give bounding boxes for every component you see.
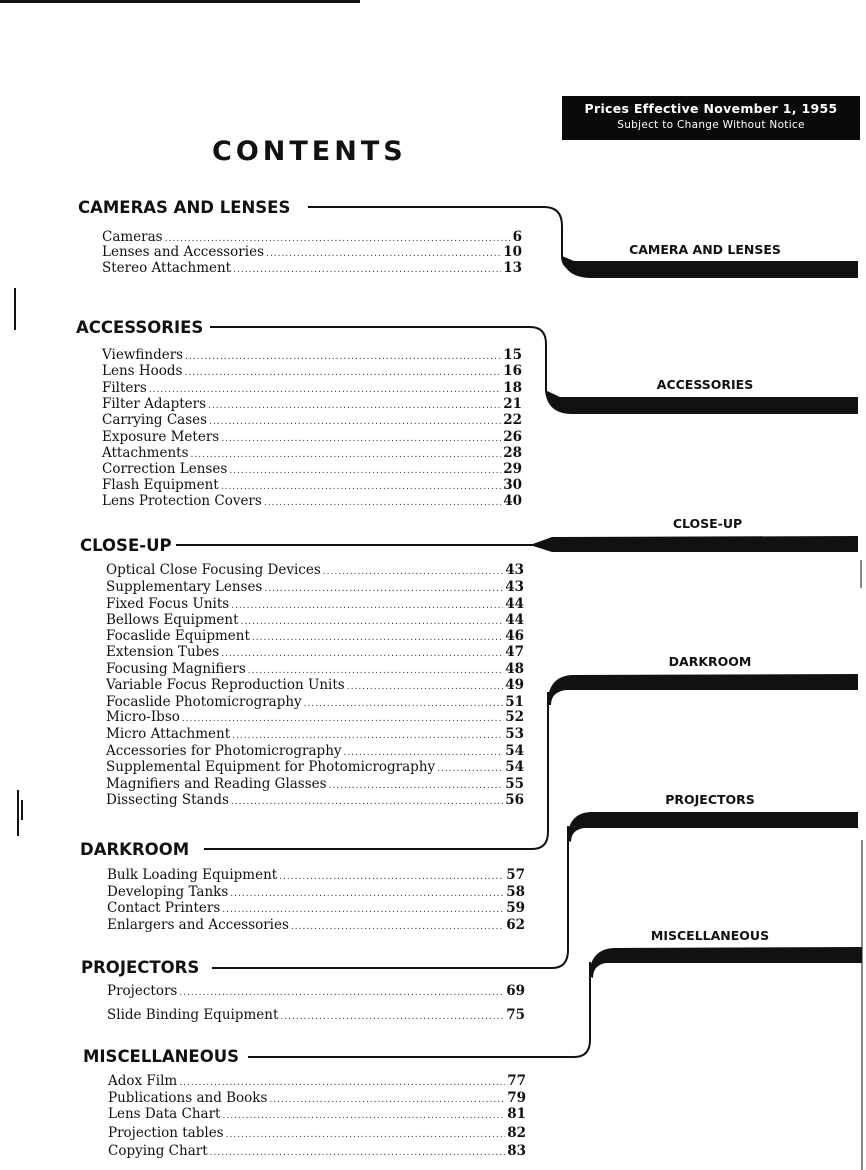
toc-entry-page: 54 xyxy=(505,759,524,775)
toc-entry-page: 55 xyxy=(505,776,524,792)
toc-entry-page: 46 xyxy=(505,628,524,644)
toc-entry-page: 81 xyxy=(507,1106,526,1122)
toc-entry-page: 26 xyxy=(503,429,522,445)
toc-entry[interactable] xyxy=(106,743,524,759)
toc-entry-label: Flash Equipment xyxy=(102,477,219,493)
dot-leader xyxy=(233,262,501,278)
toc-entry[interactable] xyxy=(107,983,525,999)
dot-leader xyxy=(232,728,503,744)
toc-entry-label: Optical Close Focusing Devices xyxy=(106,562,321,578)
toc-entry-label: Magnifiers and Reading Glasses xyxy=(106,776,327,792)
tab-label-closeup: CLOSE-UP xyxy=(672,516,743,531)
toc-entry-page: 79 xyxy=(507,1090,526,1106)
toc-entry[interactable] xyxy=(106,596,524,612)
toc-entry[interactable] xyxy=(106,612,524,628)
tab-bar-darkroom xyxy=(547,674,858,705)
dot-leader xyxy=(323,564,503,580)
dot-leader xyxy=(179,985,504,1001)
toc-entry-label: Lens Hoods xyxy=(102,363,183,379)
toc-entry-label: Projection tables xyxy=(108,1125,224,1141)
dot-leader xyxy=(182,711,503,727)
toc-entry[interactable] xyxy=(102,244,522,260)
toc-entry-page: 53 xyxy=(505,726,524,742)
toc-entry-label: Copying Chart xyxy=(108,1143,208,1159)
toc-entry-label: Attachments xyxy=(102,445,189,461)
toc-entry-label: Lens Data Chart xyxy=(108,1106,221,1122)
toc-entry[interactable] xyxy=(108,1090,526,1106)
toc-entry-page: 16 xyxy=(503,363,522,379)
dot-leader xyxy=(437,761,503,777)
toc-entry-label: Micro-Ibso xyxy=(106,709,180,725)
toc-entry[interactable] xyxy=(106,776,524,792)
toc-entry[interactable] xyxy=(102,363,522,379)
toc-entry[interactable] xyxy=(106,579,524,595)
toc-entry-label: Fixed Focus Units xyxy=(106,596,230,612)
toc-entry-page: 44 xyxy=(505,612,524,628)
toc-entry[interactable] xyxy=(107,917,525,933)
toc-entry[interactable] xyxy=(107,1007,525,1023)
toc-entry-page: 40 xyxy=(503,493,522,509)
toc-entry[interactable] xyxy=(106,726,524,742)
toc-entry-label: Stereo Attachment xyxy=(102,260,232,276)
section-heading-accessories: ACCESSORIES xyxy=(76,318,204,337)
toc-entry[interactable] xyxy=(102,380,522,396)
tab-label-miscellaneous: MISCELLANEOUS xyxy=(650,928,770,943)
toc-entry-label: Contact Printers xyxy=(107,900,221,916)
toc-entry-page: 28 xyxy=(503,445,522,461)
toc-entry-label: Extension Tubes xyxy=(106,644,220,660)
tab-bar-miscellaneous xyxy=(589,947,862,978)
toc-entry[interactable] xyxy=(106,677,524,693)
dot-leader xyxy=(210,1145,506,1161)
toc-entry-page: 21 xyxy=(503,396,522,412)
toc-entry-label: Bellows Equipment xyxy=(106,612,239,628)
toc-entry-page: 57 xyxy=(506,867,525,883)
toc-entry-page: 47 xyxy=(505,644,524,660)
toc-entry-label: Focaslide Photomicrography xyxy=(106,694,302,710)
dot-leader xyxy=(264,581,503,597)
toc-entry-label: Filter Adapters xyxy=(102,396,207,412)
toc-entry-page: 69 xyxy=(506,983,525,999)
toc-entry[interactable] xyxy=(106,661,524,677)
toc-entry-page: 75 xyxy=(506,1007,525,1023)
toc-entry-page: 15 xyxy=(503,347,522,363)
toc-entry[interactable] xyxy=(106,562,524,578)
toc-entry[interactable] xyxy=(107,900,525,916)
dot-leader xyxy=(264,495,501,511)
toc-entry[interactable] xyxy=(106,628,524,644)
section-heading-closeup: CLOSE-UP xyxy=(80,536,172,555)
tab-label-projectors: PROJECTORS xyxy=(665,792,755,807)
toc-entry-page: 10 xyxy=(503,244,522,260)
dot-leader xyxy=(280,1009,504,1025)
toc-entry-label: Variable Focus Reproduction Units xyxy=(106,677,345,693)
dot-leader xyxy=(347,679,503,695)
dot-leader xyxy=(222,902,504,918)
toc-entry-page: 52 xyxy=(505,709,524,725)
tab-bar-accessories xyxy=(545,390,858,414)
toc-entry-page: 29 xyxy=(503,461,522,477)
toc-entry-label: Viewfinders xyxy=(102,347,184,363)
dot-leader xyxy=(231,794,503,810)
toc-entry-label: Enlargers and Accessories xyxy=(107,917,289,933)
toc-entry-page: 48 xyxy=(505,661,524,677)
toc-entry[interactable] xyxy=(106,759,524,775)
toc-entry-label: Correction Lenses xyxy=(102,461,228,477)
toc-entry-page: 54 xyxy=(505,743,524,759)
dot-leader xyxy=(184,365,501,381)
toc-entry-label: Cameras xyxy=(102,229,163,245)
toc-entry-label: Developing Tanks xyxy=(107,884,229,900)
dot-leader xyxy=(291,919,504,935)
toc-entry-page: 43 xyxy=(505,579,524,595)
toc-entry-label: Carrying Cases xyxy=(102,412,208,428)
tab-label-darkroom: DARKROOM xyxy=(668,654,752,669)
dot-leader xyxy=(221,646,503,662)
toc-entry-page: 6 xyxy=(512,229,522,245)
toc-entry-page: 30 xyxy=(503,477,522,493)
toc-entry-label: Filters xyxy=(102,380,147,396)
dot-leader xyxy=(222,1108,505,1124)
toc-entry[interactable] xyxy=(102,429,522,445)
tab-bar-projectors xyxy=(567,812,858,842)
toc-entry-label: Focusing Magnifiers xyxy=(106,661,246,677)
page-title: CONTENTS xyxy=(212,136,407,167)
toc-entry-label: Lens Protection Covers xyxy=(102,493,262,509)
toc-entry-page: 43 xyxy=(505,562,524,578)
toc-entry-label: Publications and Books xyxy=(108,1090,268,1106)
toc-entry[interactable] xyxy=(102,493,522,509)
toc-entry[interactable] xyxy=(106,709,524,725)
price-notice-line1: Prices Effective November 1, 1955 xyxy=(584,101,838,116)
dot-leader xyxy=(179,1075,505,1091)
toc-entry-label: Accessories for Photomicrography xyxy=(106,743,342,759)
toc-entry[interactable] xyxy=(107,884,525,900)
toc-entry-label: Exposure Meters xyxy=(102,429,220,445)
toc-entry[interactable] xyxy=(102,477,522,493)
toc-entry-page: 59 xyxy=(506,900,525,916)
toc-entry-label: Lenses and Accessories xyxy=(102,244,264,260)
tab-bar-cameras xyxy=(562,256,858,278)
section-heading-projectors: PROJECTORS xyxy=(81,958,200,977)
toc-entry-label: Focaslide Equipment xyxy=(106,628,250,644)
section-heading-cameras: CAMERAS AND LENSES xyxy=(78,198,291,217)
toc-entry-label: Supplementary Lenses xyxy=(106,579,263,595)
dot-leader xyxy=(209,414,501,430)
toc-entry[interactable] xyxy=(102,461,522,477)
tab-label-cameras: CAMERA AND LENSES xyxy=(629,242,781,257)
toc-entry[interactable] xyxy=(108,1106,526,1122)
toc-entry-label: Supplemental Equipment for Photomicrography xyxy=(106,759,436,775)
toc-entry-label: Bulk Loading Equipment xyxy=(107,867,278,883)
toc-entry[interactable] xyxy=(102,347,522,363)
toc-entry-label: Dissecting Stands xyxy=(106,792,229,808)
toc-entry-label: Micro Attachment xyxy=(106,726,231,742)
toc-entry-label: Projectors xyxy=(107,983,178,999)
section-heading-darkroom: DARKROOM xyxy=(80,840,190,859)
toc-entry[interactable] xyxy=(102,260,522,276)
toc-entry[interactable] xyxy=(106,792,524,808)
price-notice-line2: Subject to Change Without Notice xyxy=(617,119,805,131)
toc-entry[interactable] xyxy=(108,1143,526,1159)
toc-entry-page: 44 xyxy=(505,596,524,612)
toc-entry[interactable] xyxy=(108,1073,526,1089)
toc-entry-page: 49 xyxy=(505,677,524,693)
toc-entry[interactable] xyxy=(102,445,522,461)
section-heading-miscellaneous: MISCELLANEOUS xyxy=(83,1047,240,1066)
toc-entry-label: Adox Film xyxy=(108,1073,178,1089)
toc-entry[interactable] xyxy=(106,644,524,660)
tab-bar-closeup xyxy=(530,536,858,552)
toc-entry[interactable] xyxy=(102,396,522,412)
dot-leader xyxy=(226,1127,506,1143)
toc-entry[interactable] xyxy=(106,694,524,710)
dot-leader xyxy=(279,869,504,885)
toc-entry-label: Slide Binding Equipment xyxy=(107,1007,279,1023)
toc-entry[interactable] xyxy=(107,867,525,883)
toc-entry-page: 62 xyxy=(506,917,525,933)
toc-entry-page: 82 xyxy=(507,1125,526,1141)
toc-entry-page: 13 xyxy=(503,260,522,276)
toc-entry-page: 18 xyxy=(503,380,522,396)
toc-entry[interactable] xyxy=(102,229,522,245)
toc-entry[interactable] xyxy=(102,412,522,428)
toc-entry-page: 51 xyxy=(505,694,524,710)
toc-entry[interactable] xyxy=(108,1125,526,1141)
toc-entry-page: 22 xyxy=(503,412,522,428)
toc-entry-page: 83 xyxy=(507,1143,526,1159)
toc-entry-page: 56 xyxy=(505,792,524,808)
tab-label-accessories: ACCESSORIES xyxy=(656,377,754,392)
toc-entry-page: 77 xyxy=(507,1073,526,1089)
toc-entry-page: 58 xyxy=(506,884,525,900)
